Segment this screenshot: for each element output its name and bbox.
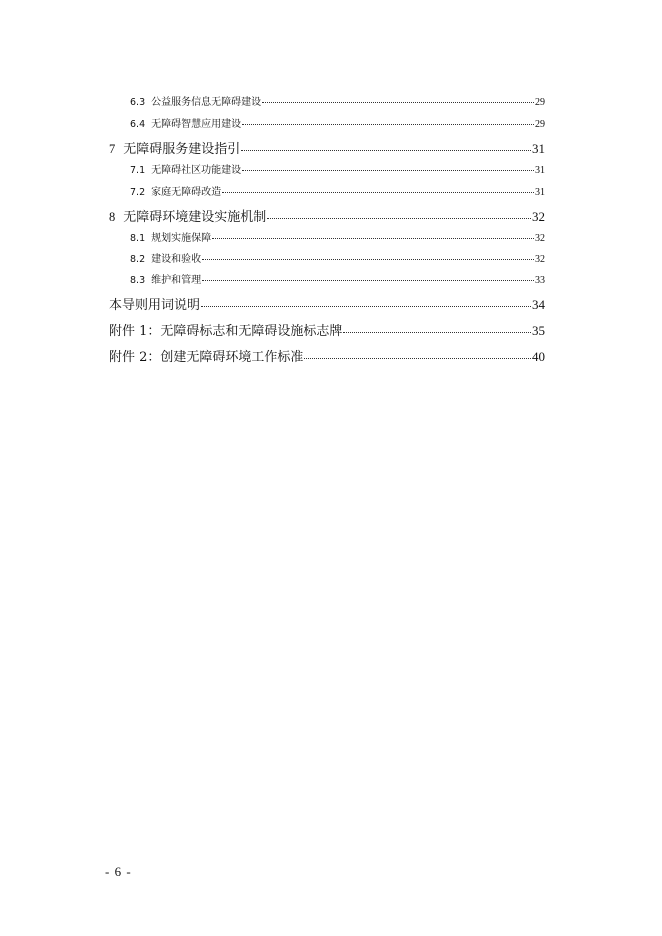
- toc-entry-title: 无障碍环境建设实施机制: [123, 210, 267, 225]
- toc-entry-number: 7.1: [130, 165, 146, 176]
- toc-entry-number: 6.4: [130, 119, 146, 130]
- toc-entry-page: 32: [535, 254, 545, 265]
- toc-entry-page: 31: [535, 165, 545, 176]
- toc-entry-6-3[interactable]: [130, 95, 545, 111]
- toc-entry-number: 8: [109, 210, 116, 224]
- toc-entry-7[interactable]: [109, 139, 545, 159]
- dot-leader: [212, 238, 534, 239]
- toc-entry-page: 31: [535, 187, 545, 198]
- toc-entry-number: 6.3: [130, 97, 146, 108]
- toc-entry-8-1[interactable]: [130, 231, 545, 247]
- toc-entry-title: 维护和管理: [151, 275, 202, 286]
- page-number: - 6 -: [105, 864, 132, 879]
- dot-leader: [267, 218, 531, 219]
- dot-leader: [242, 170, 534, 171]
- dot-leader: [241, 150, 531, 151]
- toc-entry-appendix-1[interactable]: [109, 321, 545, 341]
- toc-entry-8[interactable]: [109, 207, 545, 227]
- toc-entry-page: 33: [535, 275, 545, 286]
- toc-entry-appendix-2[interactable]: [109, 347, 545, 367]
- toc-entry-6-4[interactable]: [130, 117, 545, 133]
- toc-entry-number: 8.3: [130, 275, 146, 286]
- toc-entry-title: 公益服务信息无障碍建设: [151, 97, 262, 108]
- toc-entry-title: 附件 2：创建无障碍环境工作标准: [109, 350, 304, 365]
- toc-entry-page: 34: [532, 297, 545, 312]
- toc-entry-title: 无障碍智慧应用建设: [151, 119, 242, 130]
- toc-entry-8-2[interactable]: [130, 252, 545, 268]
- toc-entry-number: 7.2: [130, 187, 146, 198]
- toc-entry-terms[interactable]: [109, 295, 545, 315]
- toc-entry-title: 无障碍社区功能建设: [151, 165, 242, 176]
- toc-entry-number: 8.1: [130, 233, 146, 244]
- dot-leader: [202, 259, 534, 260]
- toc-entry-title: 本导则用词说明: [109, 298, 201, 313]
- toc-entry-title: 家庭无障碍改造: [151, 187, 222, 198]
- toc-entry-page: 31: [532, 141, 545, 156]
- toc-entry-page: 40: [532, 349, 545, 364]
- toc-entry-title: 无障碍服务建设指引: [123, 142, 241, 157]
- dot-leader: [201, 306, 531, 307]
- toc-entry-number: 8.2: [130, 254, 146, 265]
- toc-entry-7-2[interactable]: [130, 185, 545, 201]
- dot-leader: [242, 124, 534, 125]
- dot-leader: [222, 192, 534, 193]
- toc-entry-page: 32: [535, 233, 545, 244]
- dot-leader: [262, 102, 534, 103]
- toc-entry-8-3[interactable]: [130, 273, 545, 289]
- toc-entry-title: 建设和验收: [151, 254, 202, 265]
- dot-leader: [202, 280, 534, 281]
- dot-leader: [343, 332, 531, 333]
- toc-entry-number: 7: [109, 142, 116, 156]
- toc-entry-7-1[interactable]: [130, 163, 545, 179]
- toc-entry-page: 32: [532, 209, 545, 224]
- toc-entry-title: 附件 1：无障碍标志和无障碍设施标志牌: [109, 324, 343, 339]
- toc-entry-page: 29: [535, 97, 545, 108]
- toc-entry-page: 29: [535, 119, 545, 130]
- toc-entry-page: 35: [532, 323, 545, 338]
- dot-leader: [304, 358, 531, 359]
- toc-entry-title: 规划实施保障: [151, 233, 212, 244]
